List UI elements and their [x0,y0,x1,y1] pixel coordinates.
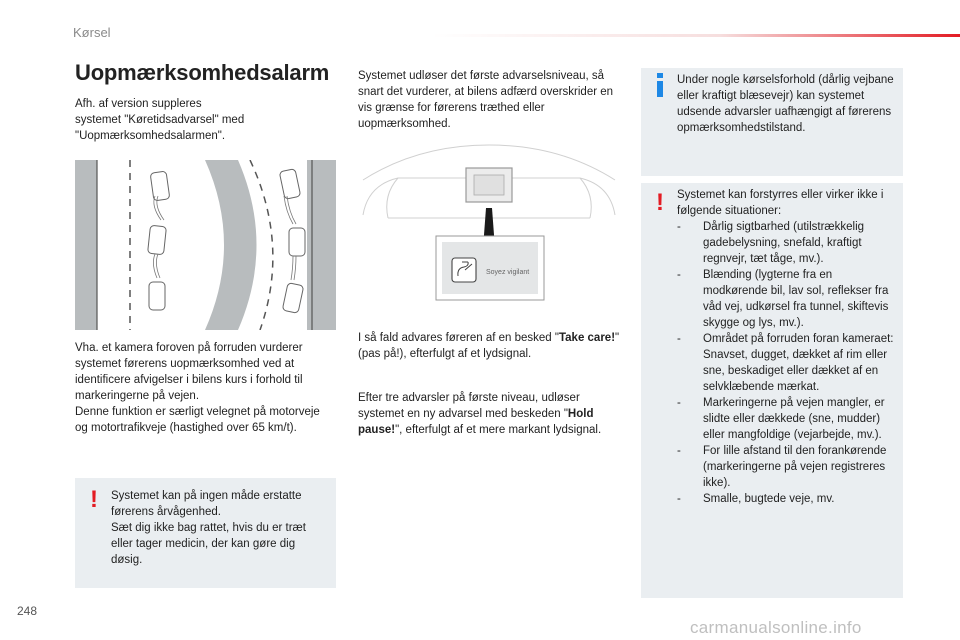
hold-pause-paragraph: Efter tre advarsler på første niveau, udløser systemet en ny advarsel med beskeden "Hold pause!", efterfulgt af et mere markant lydsignal. [358,392,602,436]
warning-line-1: Systemet kan på ingen måde erstatte førerens årvågenhed. [111,490,302,518]
screen-message-label: Soyez vigilant [486,269,530,276]
camera-paragraph: Vha. et kamera foroven på forruden vurderer systemet førerens uopmærksomhed ved at identificere afvigelser i bilens kurs i forhold til markeringerne på vejen. [75,342,303,402]
warning-line-2: Sæt dig ikke bag rattet, hvis du er træt eller tager medicin, der kan gøre dig døsig. [111,522,306,566]
header-rule [0,0,960,48]
driver-warning-box [75,478,336,588]
list-item: - For lille afstand til den forankørende (markeringerne på vejen registreres ikke). [677,443,899,491]
take-care-paragraph: I så fald advares føreren af en besked "Take care!" (pas på!), efterfulgt af et lydsignal. [358,332,620,360]
list-item: - Dårlig sigtbarhed (utilstrækkelig gadebelysning, snefald, kraftigt regnvejr, tæt tåge, mv.). [677,219,899,267]
limitations-intro: Systemet kan forstyrres eller virker ikke i følgende situationer: [677,189,884,217]
watermark: carmanualsonline.info [690,618,862,637]
list-item: - Blænding (lygterne fra en modkørende bil, lav sol, reflekser fra våd vej, udkørsel fra tunnel, skiftevis skygge og lys, mv.). [677,267,899,331]
info-box [641,68,903,176]
section-title: Kørsel [73,25,111,40]
first-level-paragraph: Systemet udløser det første advarselsniveau, så snart det vurderer, at bilens adfærd overskrider en vis grænse for førerens træthed eller uopmærksomhed. [358,70,614,130]
limitations-list [677,219,899,507]
usage-paragraph: Denne funktion er særligt velegnet på motorveje og motortrafikveje (hastighed over 65 km/t). [75,406,320,434]
list-item: - Smalle, bugtede veje, mv. [677,491,899,507]
limitations-warning-box [641,183,903,598]
list-item: - Området på forruden foran kameraet: Snavset, dugget, dækket af rim eller sne, beskadiget eller dækket af en selvklæbende mærkat. [677,331,899,395]
page-title: Uopmærksomhedsalarm [75,60,330,85]
list-item: - Markeringerne på vejen mangler, er slidte eller dækkede (sne, mudder) eller mangfoldige (vejarbejde, mv.). [677,395,899,443]
info-icon [653,73,667,97]
info-text: Under nogle kørselsforhold (dårlig vejbane eller kraftigt blæsevejr) kan systemet udsende advarsler uafhængigt af førerens opmærksomhedstilstand. [677,74,894,134]
limitations-content [677,187,899,507]
page-number: 248 [17,604,38,618]
warning-exclamation-icon: ! [656,189,664,216]
lane-illustration [75,160,336,330]
intro-paragraph: Afh. af version suppleres systemet "Køretidsadvarsel" med "Uopmærksomhedsalarmen". [75,98,245,142]
dashboard-illustration [358,140,620,320]
warning-exclamation-icon: ! [90,486,98,513]
